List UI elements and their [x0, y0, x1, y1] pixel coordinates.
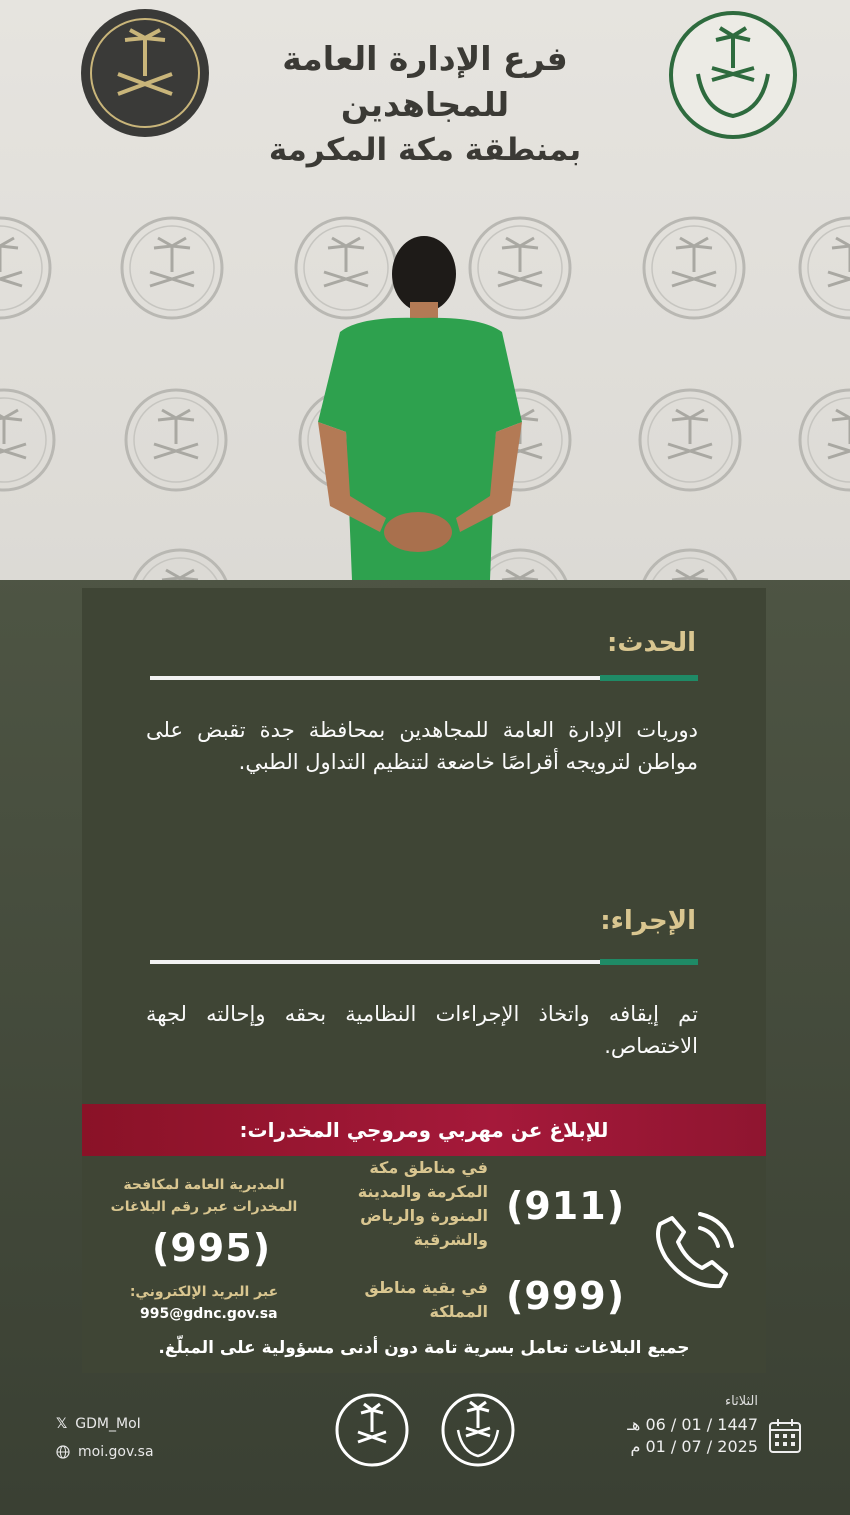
date-lines — [627, 1414, 758, 1458]
divider-accent — [600, 675, 698, 681]
report-banner-text: للإبلاغ عن مهربي ومروجي المخدرات: — [239, 1118, 609, 1142]
regions-999: في بقية مناطق المملكة — [364, 1278, 488, 1321]
gdnc-label: المديرية العامة لمكافحة المخدرات عبر رقم البلاغات — [110, 1177, 298, 1215]
action-text: تم إيقافه واتخاذ الإجراءات النظامية بحقه وإحالته لجهة الاختصاص. — [146, 1002, 698, 1058]
x-link[interactable] — [56, 1410, 154, 1438]
website-link[interactable] — [56, 1438, 154, 1466]
hero-photo — [0, 0, 850, 580]
number-995: (995) — [152, 1226, 272, 1270]
header-title-line1: فرع الإدارة العامة للمجاهدين — [282, 39, 568, 124]
number-911: (911) — [506, 1184, 626, 1228]
divider-accent — [600, 959, 698, 965]
header-title-line2: بمنطقة مكة المكرمة — [268, 132, 582, 168]
action-heading: الإجراء: — [600, 906, 696, 936]
website-url: moi.gov.sa — [78, 1444, 154, 1460]
hijri-date: 1447 / 01 / 06 هـ — [627, 1415, 758, 1434]
report-banner — [82, 1104, 766, 1156]
number-999: (999) — [506, 1274, 626, 1318]
action-divider — [150, 960, 698, 964]
confidential-note: جميع البلاغات تعامل بسرية تامة دون أدنى مسؤولية على المبلّغ. — [158, 1338, 690, 1358]
interior-ministry-emblem-icon — [668, 10, 798, 140]
phone-icon — [648, 1208, 736, 1296]
email-label: عبر البريد الإلكتروني: — [129, 1284, 279, 1300]
globe-icon — [56, 1445, 70, 1459]
x-handle: GDM_MoI — [75, 1416, 141, 1432]
gregorian-date: 2025 / 07 / 01 م — [630, 1437, 758, 1456]
event-heading: الحدث: — [607, 628, 696, 658]
header-title — [210, 36, 640, 172]
event-divider — [150, 676, 698, 680]
info-panel — [82, 588, 766, 1373]
social-links — [56, 1410, 154, 1466]
event-text: دوريات الإدارة العامة للمجاهدين بمحافظة جدة تقبض على مواطن لترويجه أقراصًا خاضعة لتنظيم التداول الطبي. — [146, 718, 698, 774]
weekday: الثلاثاء — [725, 1394, 758, 1409]
person-figure — [300, 236, 540, 580]
interior-ministry-footer-emblem-icon — [440, 1392, 516, 1468]
email-address[interactable]: 995@gdnc.gov.sa — [140, 1306, 278, 1322]
calendar-icon — [768, 1418, 802, 1454]
border-guard-emblem-icon — [78, 6, 212, 140]
border-guard-footer-emblem-icon — [334, 1392, 410, 1468]
regions-911: في مناطق مكة المكرمة والمدينة المنورة والرياض والشرقية — [357, 1158, 488, 1249]
x-logo-icon: 𝕏 — [56, 1416, 68, 1432]
